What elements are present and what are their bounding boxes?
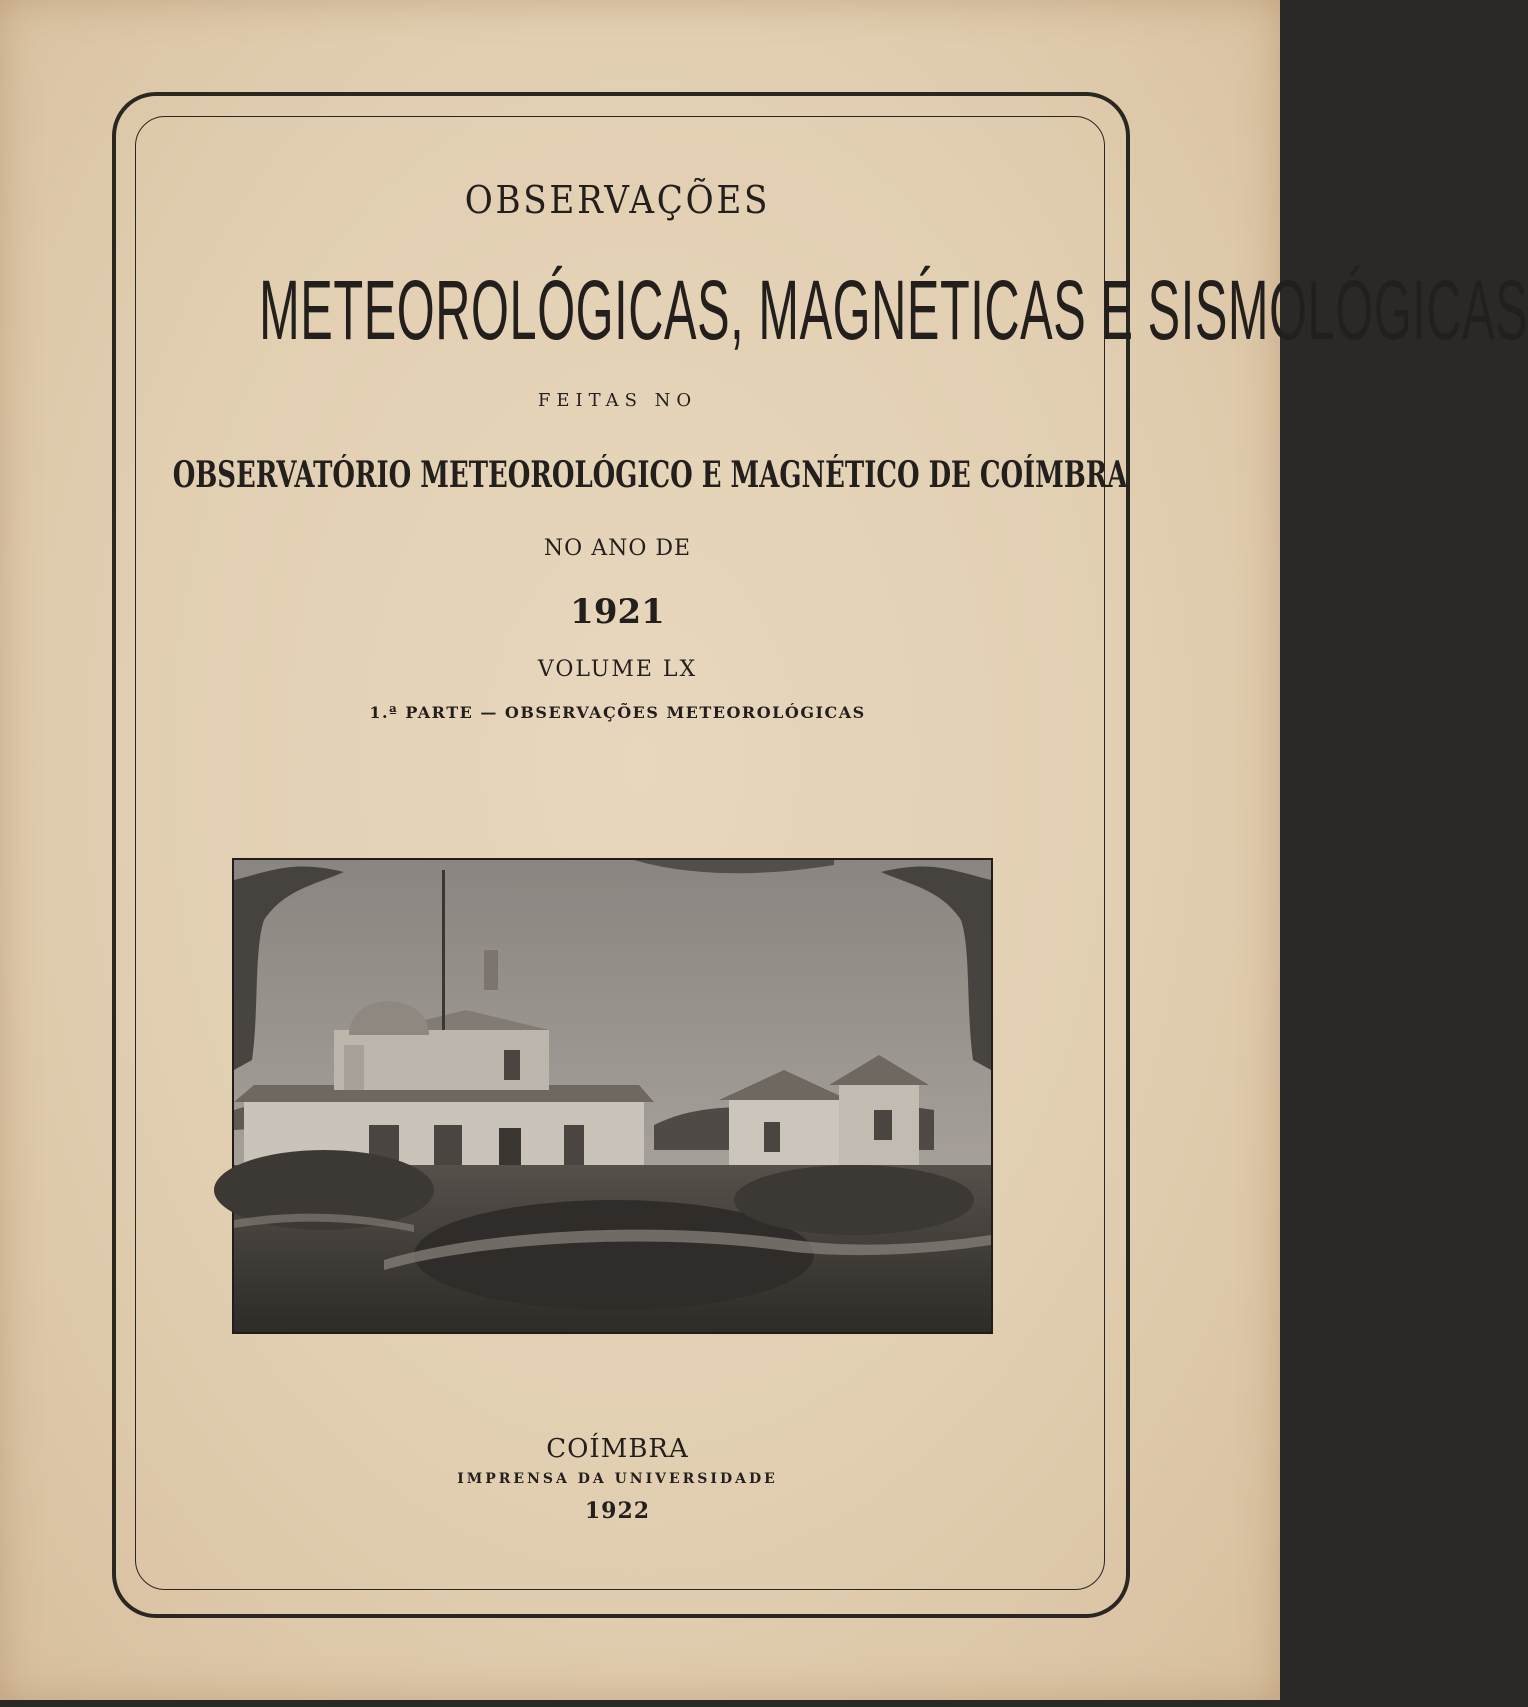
observation-year: 1921 — [570, 592, 665, 632]
no-ano-de-label: NO ANO DE — [543, 536, 692, 561]
imprint-year: 1922 — [584, 1498, 651, 1524]
title-observacoes: OBSERVAÇÕES — [464, 178, 771, 222]
observatory-photograph — [232, 858, 993, 1334]
imprint-press: IMPRENSA DA UNIVERSIDADE — [457, 1471, 778, 1487]
observatory-name: OBSERVATÓRIO METEOROLÓGICO E MAGNÉTICO DE COÍMBRA — [172, 454, 1128, 496]
imprint-city: COÍMBRA — [546, 1434, 689, 1464]
part-label: 1.ª PARTE — OBSERVAÇÕES METEOROLÓGICAS — [369, 703, 866, 722]
volume-label: VOLUME LX — [537, 657, 698, 682]
title-subjects: METEOROLÓGICAS, MAGNÉTICAS E SISMOLÓGICAS — [259, 263, 1528, 357]
feitas-no-label: FEITAS NO — [537, 390, 698, 411]
